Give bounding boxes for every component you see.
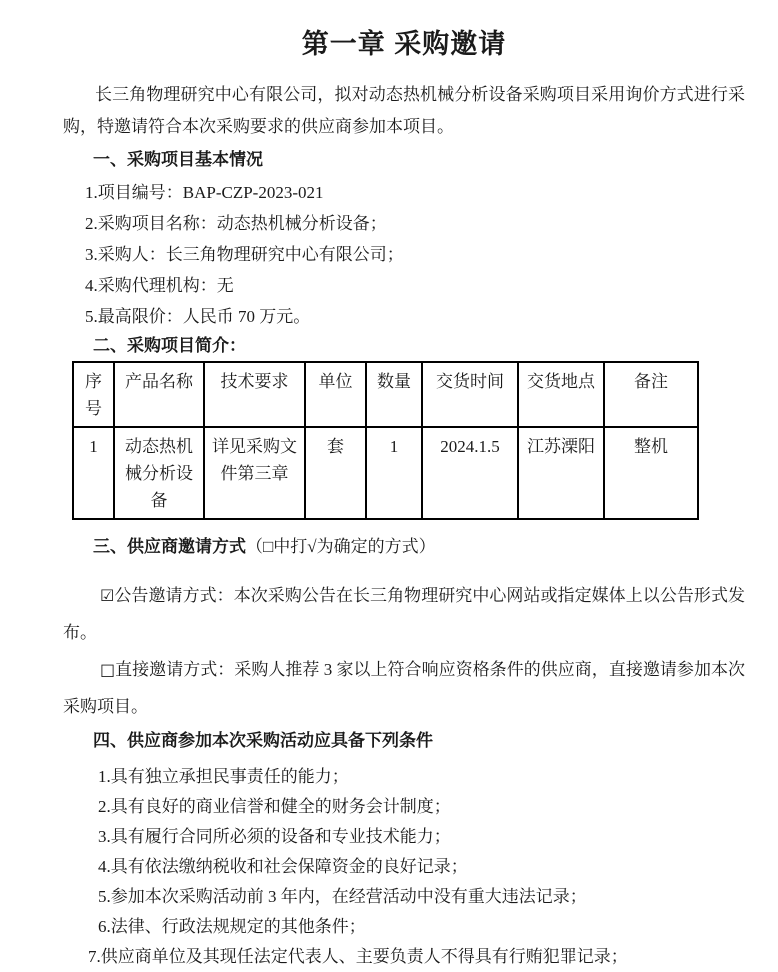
condition-item: 4.具有依法缴纳税收和社会保障资金的良好记录； xyxy=(98,857,468,876)
page-title: 第一章 采购邀请 xyxy=(301,29,507,59)
basic-info-item: 1.项目编号：BAP-CZP-2023-021 xyxy=(85,183,324,202)
conditions-list xyxy=(63,762,745,972)
table-cell-product: 动态热机械分析设备 xyxy=(114,427,204,519)
table-cell-unit: 套 xyxy=(305,427,366,519)
section-conditions-heading: 四、供应商参加本次采购活动应具备下列条件 xyxy=(93,731,433,750)
basic-info-item: 4.采购代理机构：无 xyxy=(85,276,234,295)
invitation-option-text: 公告邀请方式：本次采购公告在长三角物理研究中心网站或指定媒体上以公告形式发布。 xyxy=(63,586,745,642)
table-header-cell: 产品名称 xyxy=(114,362,204,427)
table-cell-remark: 整机 xyxy=(604,427,698,519)
table-header-row xyxy=(73,362,698,427)
invitation-option-announcement xyxy=(63,577,745,651)
table-header-cell: 交货时间 xyxy=(422,362,518,427)
section-invitation-heading-text: 三、供应商邀请方式 xyxy=(93,537,246,556)
checked-checkbox-icon: ☑ xyxy=(100,586,115,605)
basic-info-item: 5.最高限价：人民币 70 万元。 xyxy=(85,307,311,326)
table-cell-delivery-place: 江苏溧阳 xyxy=(518,427,604,519)
project-table xyxy=(72,361,699,520)
table-header-cell: 交货地点 xyxy=(518,362,604,427)
table-header-cell: 技术要求 xyxy=(204,362,305,427)
intro-paragraph: 长三角物理研究中心有限公司，拟对动态热机械分析设备采购项目采用询价方式进行采购，特邀请符合本次采购要求的供应商参加本项目。 xyxy=(63,85,745,136)
table-cell-seq: 1 xyxy=(73,427,114,519)
invitation-option-text: 直接邀请方式：采购人推荐 3 家以上符合响应资格条件的供应商，直接邀请参加本次采购项目。 xyxy=(63,660,745,716)
condition-item: 1.具有独立承担民事责任的能力； xyxy=(98,767,349,786)
basic-info-list xyxy=(63,177,745,332)
section-invitation-heading-note: （□中打√为确定的方式） xyxy=(246,537,436,556)
basic-info-item: 3.采购人：长三角物理研究中心有限公司； xyxy=(85,245,404,264)
condition-item: 5.参加本次采购活动前 3 年内，在经营活动中没有重大违法记录； xyxy=(98,887,587,906)
table-cell-qty: 1 xyxy=(366,427,422,519)
table-header-cell: 序号 xyxy=(73,362,114,427)
table-header-cell: 数量 xyxy=(366,362,422,427)
basic-info-item: 2.采购项目名称：动态热机械分析设备； xyxy=(85,214,387,233)
condition-item: 6.法律、行政法规规定的其他条件； xyxy=(98,917,366,936)
unchecked-checkbox-icon: □ xyxy=(100,660,116,679)
table-cell-tech: 详见采购文件第三章 xyxy=(204,427,305,519)
table-cell-delivery-time: 2024.1.5 xyxy=(422,427,518,519)
section-basic-info-heading: 一、采购项目基本情况 xyxy=(93,150,263,169)
invitation-option-direct xyxy=(63,651,745,725)
section-invitation-heading xyxy=(63,535,745,559)
condition-item: 2.具有良好的商业信誉和健全的财务会计制度； xyxy=(98,797,451,816)
condition-item: 7.供应商单位及其现任法定代表人、主要负责人不得具有行贿犯罪记录； xyxy=(88,947,628,966)
section-brief-heading: 二、采购项目简介： xyxy=(93,336,246,355)
table-header-cell: 备注 xyxy=(604,362,698,427)
condition-item: 3.具有履行合同所必须的设备和专业技术能力； xyxy=(98,827,451,846)
table-header-cell: 单位 xyxy=(305,362,366,427)
table-row xyxy=(73,427,698,519)
